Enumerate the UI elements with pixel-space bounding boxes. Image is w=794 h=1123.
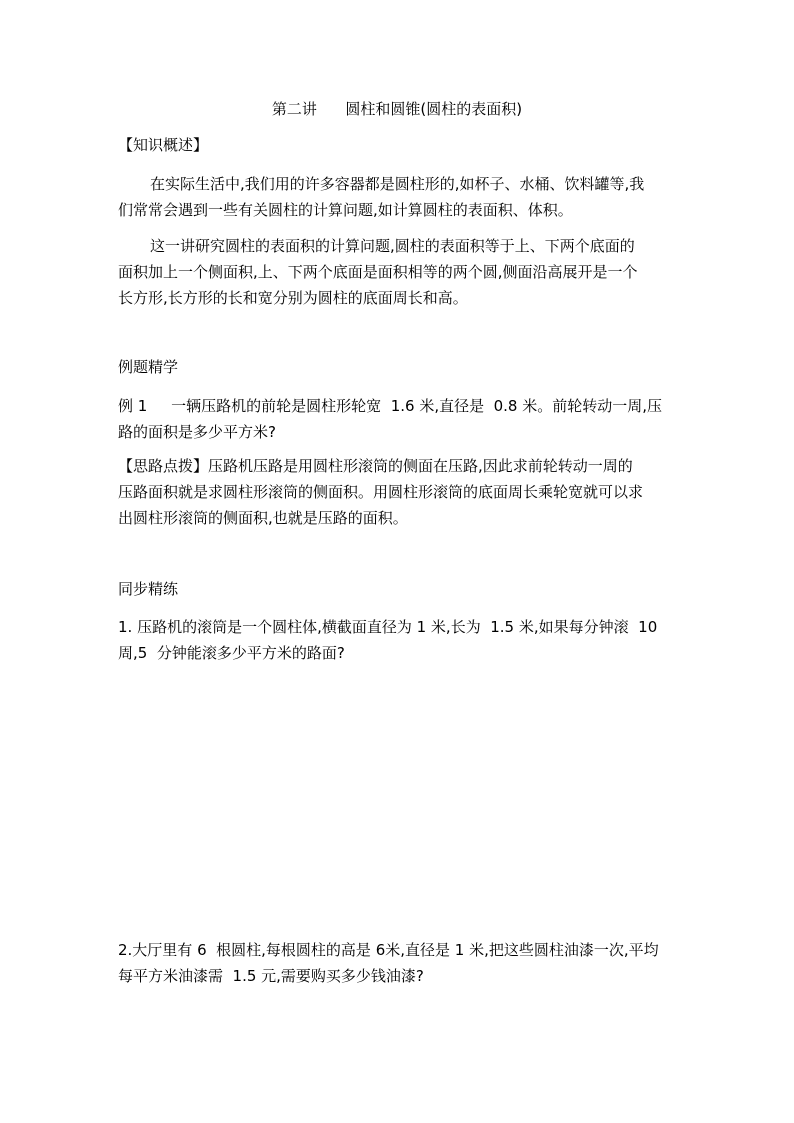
text-line: 周,5 分钟能滚多少平方米的路面? (118, 644, 345, 662)
text-line: 路的面积是多少平方米? (118, 423, 276, 441)
text-line: 面积加上一个侧面积,上、下两个底面是面积相等的两个圆,侧面沿高展开是一个 (118, 263, 638, 281)
knowledge-paragraph-1 (118, 171, 678, 223)
text-line: 压路面积就是求圆柱形滚筒的侧面积。用圆柱形滚筒的底面周长乘轮宽就可以求 (118, 483, 644, 501)
text-line: 出圆柱形滚筒的侧面积,也就是压路的面积。 (118, 509, 408, 527)
text-line: 1. 压路机的滚筒是一个圆柱体,横截面直径为 1 米,长为 1.5 米,如果每分钟滚 10 (118, 618, 658, 636)
text-line: 长方形,长方形的长和宽分别为圆柱的底面周长和高。 (118, 289, 468, 307)
text-line: 2.大厅里有 6 根圆柱,每根圆柱的高是 6米,直径是 1 米,把这些圆柱油漆一次,平均 (118, 941, 659, 959)
practice-question-2 (118, 937, 678, 989)
text-line: 在实际生活中,我们用的许多容器都是圆柱形的,如杯子、水桶、饮料罐等,我 (150, 175, 645, 193)
text-line: 们常常会遇到一些有关圆柱的计算问题,如计算圆柱的表面积、体积。 (118, 201, 573, 219)
practice-question-1 (118, 614, 678, 666)
example-heading: 例题精学 (118, 358, 179, 376)
text-line: 这一讲研究圆柱的表面积的计算问题,圆柱的表面积等于上、下两个底面的 (150, 237, 635, 255)
page-title: 第二讲 圆柱和圆锥(圆柱的表面积) (271, 100, 523, 118)
example-hint (118, 453, 678, 531)
text-line: 例 1 一辆压路机的前轮是圆柱形轮宽 1.6 米,直径是 0.8 米。前轮转动一周,压 (118, 397, 663, 415)
knowledge-heading: 【知识概述】 (118, 136, 209, 154)
example-question (118, 393, 678, 445)
knowledge-paragraph-2 (118, 233, 678, 311)
text-line: 每平方米油漆需 1.5 元,需要购买多少钱油漆? (118, 967, 424, 985)
practice-heading: 同步精练 (118, 580, 179, 598)
text-line: 【思路点拨】压路机压路是用圆柱形滚筒的侧面在压路,因此求前轮转动一周的 (118, 457, 633, 475)
